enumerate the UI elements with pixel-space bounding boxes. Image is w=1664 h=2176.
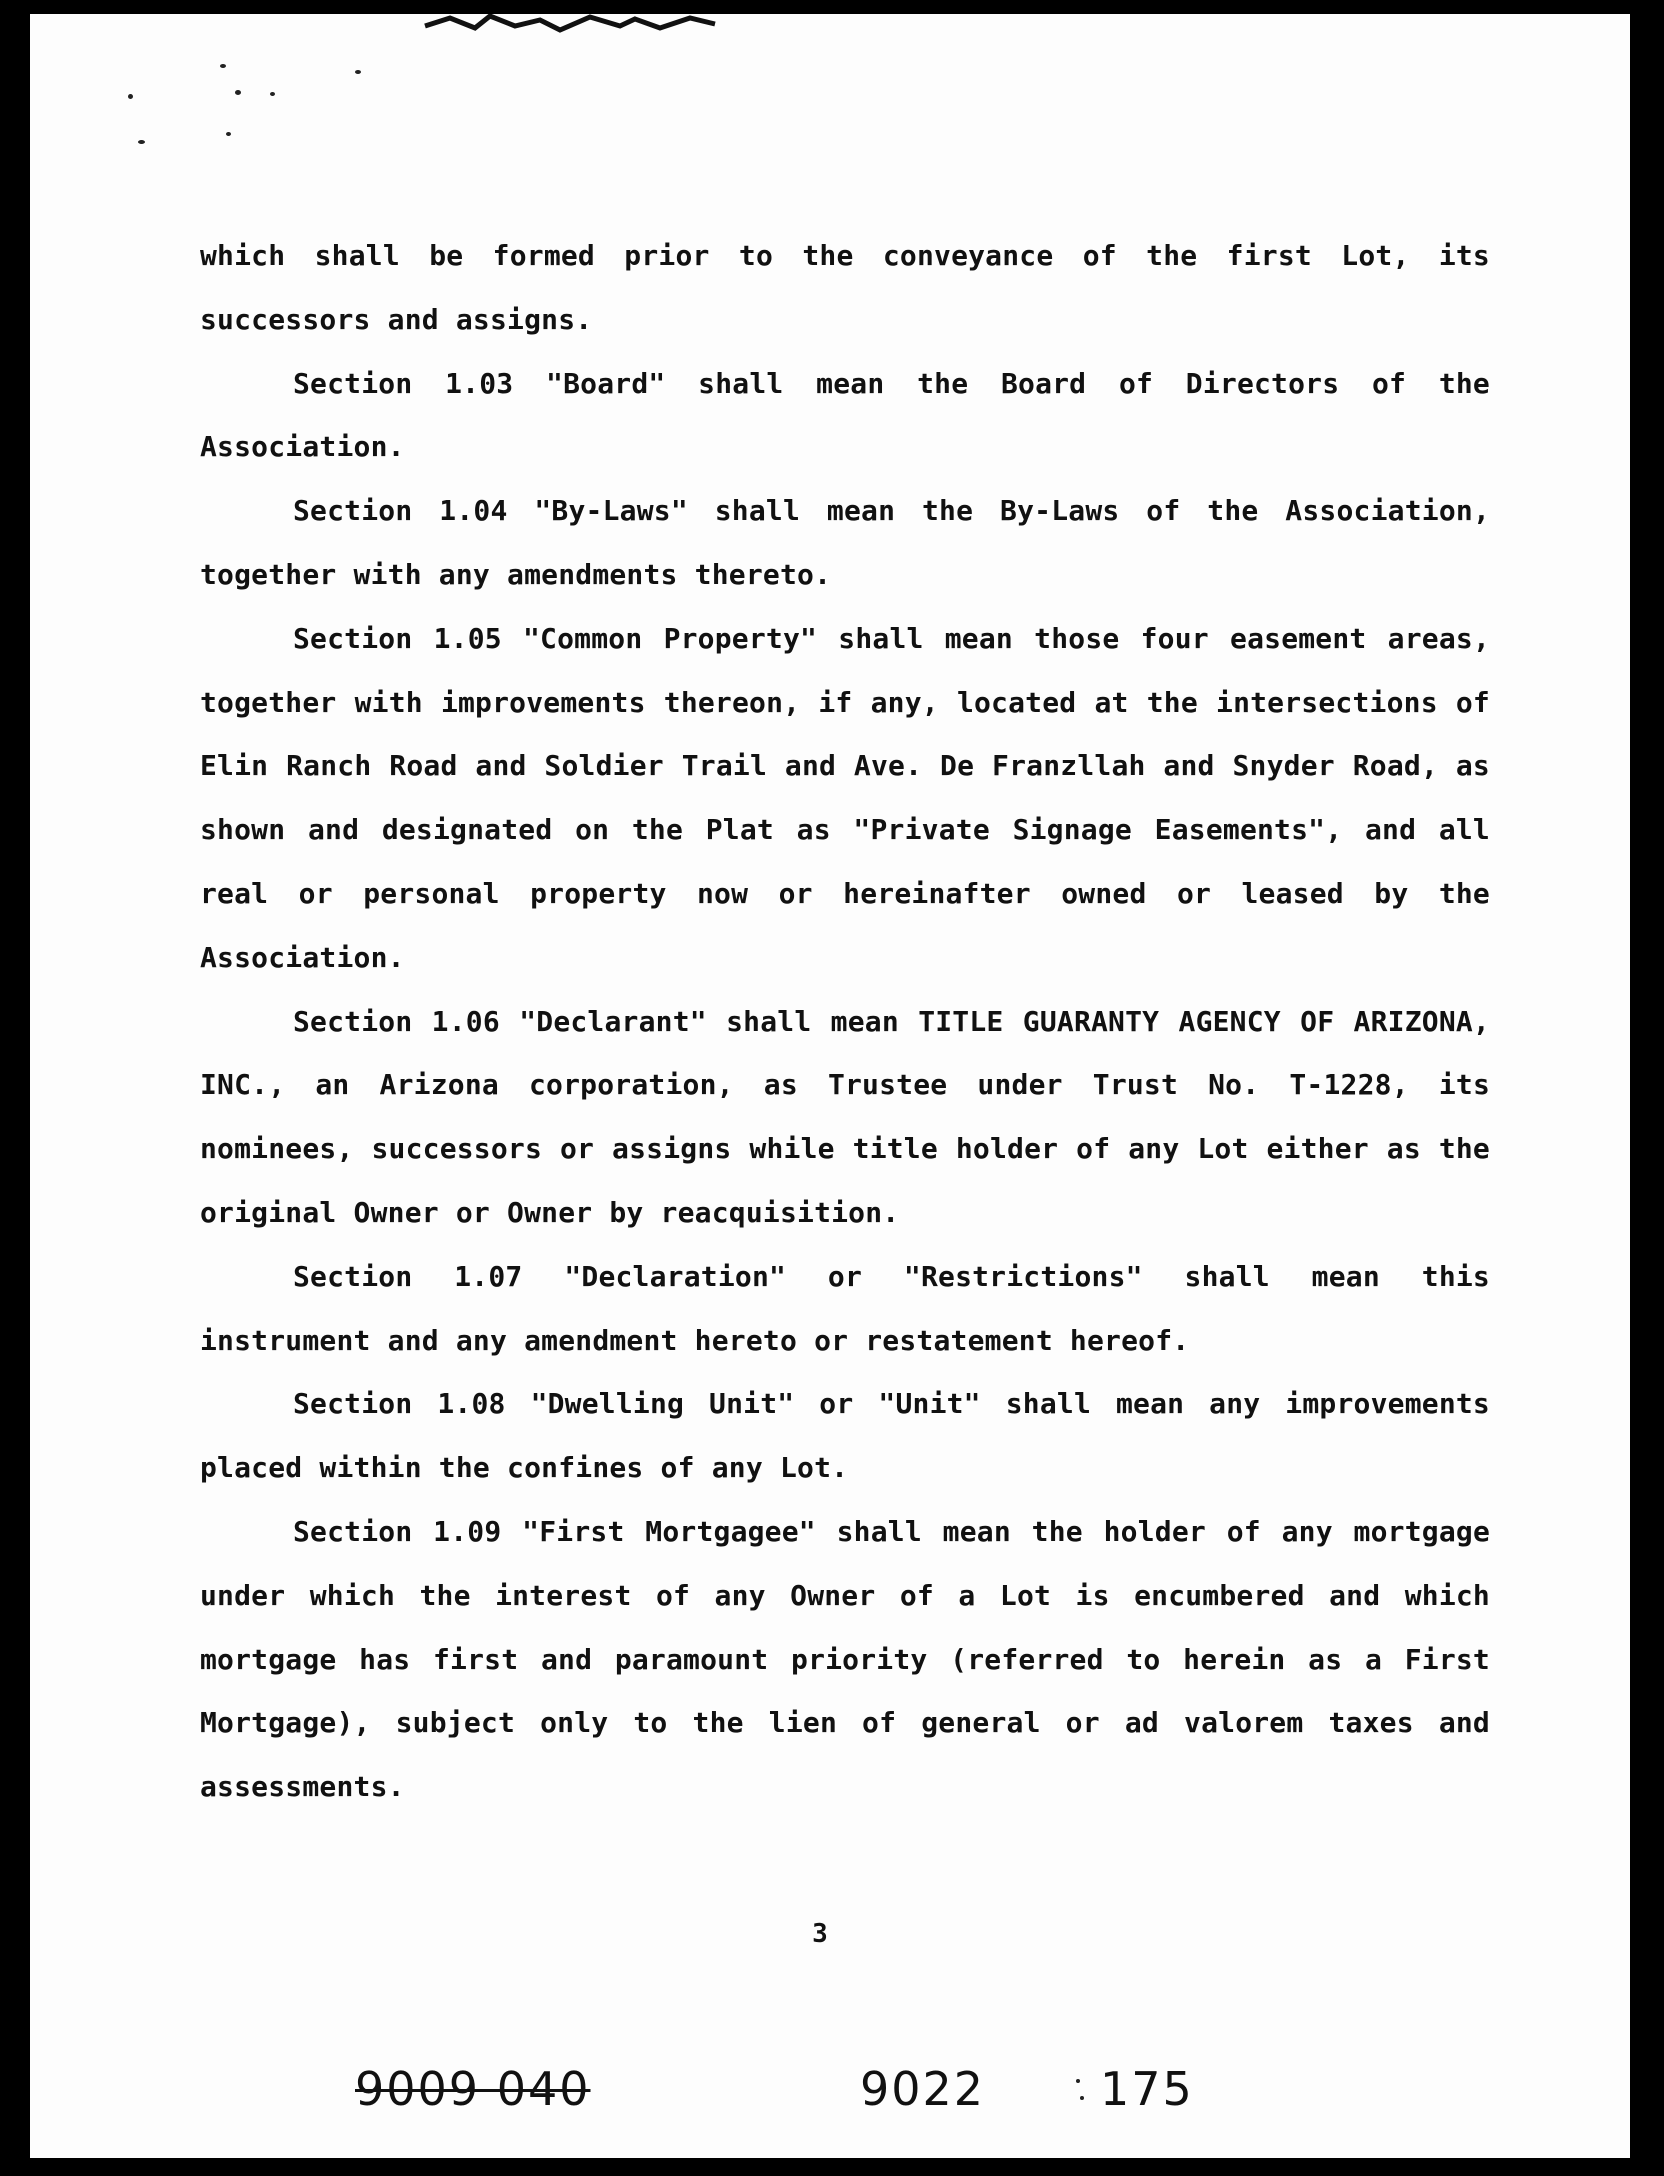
recording-number-right: 175 — [1100, 2062, 1194, 2116]
scan-speck — [226, 132, 231, 136]
scan-speck — [355, 70, 361, 74]
document-page — [30, 14, 1630, 2158]
scan-speck — [220, 64, 226, 68]
scan-speck — [138, 140, 145, 144]
document-body — [200, 224, 1490, 1819]
page-number: 3 — [812, 1919, 828, 1949]
scan-speck — [1076, 2079, 1080, 2083]
scan-speck — [235, 90, 241, 95]
recording-number-left: 9022 — [860, 2062, 986, 2116]
struck-recording-number: 9009 040 — [355, 2062, 591, 2116]
section-1-05: Section 1.05 "Common Property" shall mean those four easement areas, together with improvements thereon, if any, located at the intersections of Elin Ranch Road and Soldier Trail and Ave. De Franzllah and Snyder Road, as shown and designated on the Plat as "Private Signage Easements", and all real or personal property now or hereinafter owned or leased by the Association. — [200, 621, 1490, 974]
section-1-06: Section 1.06 "Declarant" shall mean TITLE GUARANTY AGENCY OF ARIZONA, INC., an Arizona corporation, as Trustee under Trust No. T-1228, its nominees, successors or assigns while title holder of any Lot either as the original Owner or Owner by reacquisition. — [200, 1004, 1490, 1229]
scan-speck — [270, 92, 275, 96]
section-1-09: Section 1.09 "First Mortgagee" shall mean the holder of any mortgage under which the interest of any Owner of a Lot is encumbered and which mortgage has first and paramount priority (referred to herein as a First Mortgage), subject only to the lien of general or ad valorem taxes and assessments. — [200, 1514, 1490, 1804]
scan-artifact-top — [420, 14, 720, 34]
scan-border-bottom — [0, 2162, 1664, 2176]
section-1-07: Section 1.07 "Declaration" or "Restrictions" shall mean this instrument and any amendment hereto or restatement hereof. — [200, 1259, 1490, 1357]
scan-speck — [128, 94, 133, 99]
section-1-04: Section 1.04 "By-Laws" shall mean the By-Laws of the Association, together with any amendments thereto. — [200, 494, 1490, 591]
section-1-03: Section 1.03 "Board" shall mean the Board of Directors of the Association. — [200, 366, 1490, 464]
paragraph-continuation: which shall be formed prior to the conveyance of the first Lot, its successors and assigns. — [200, 239, 1490, 336]
section-1-08: Section 1.08 "Dwelling Unit" or "Unit" shall mean any improvements placed within the confines of any Lot. — [200, 1387, 1490, 1485]
scan-speck — [1080, 2096, 1084, 2100]
